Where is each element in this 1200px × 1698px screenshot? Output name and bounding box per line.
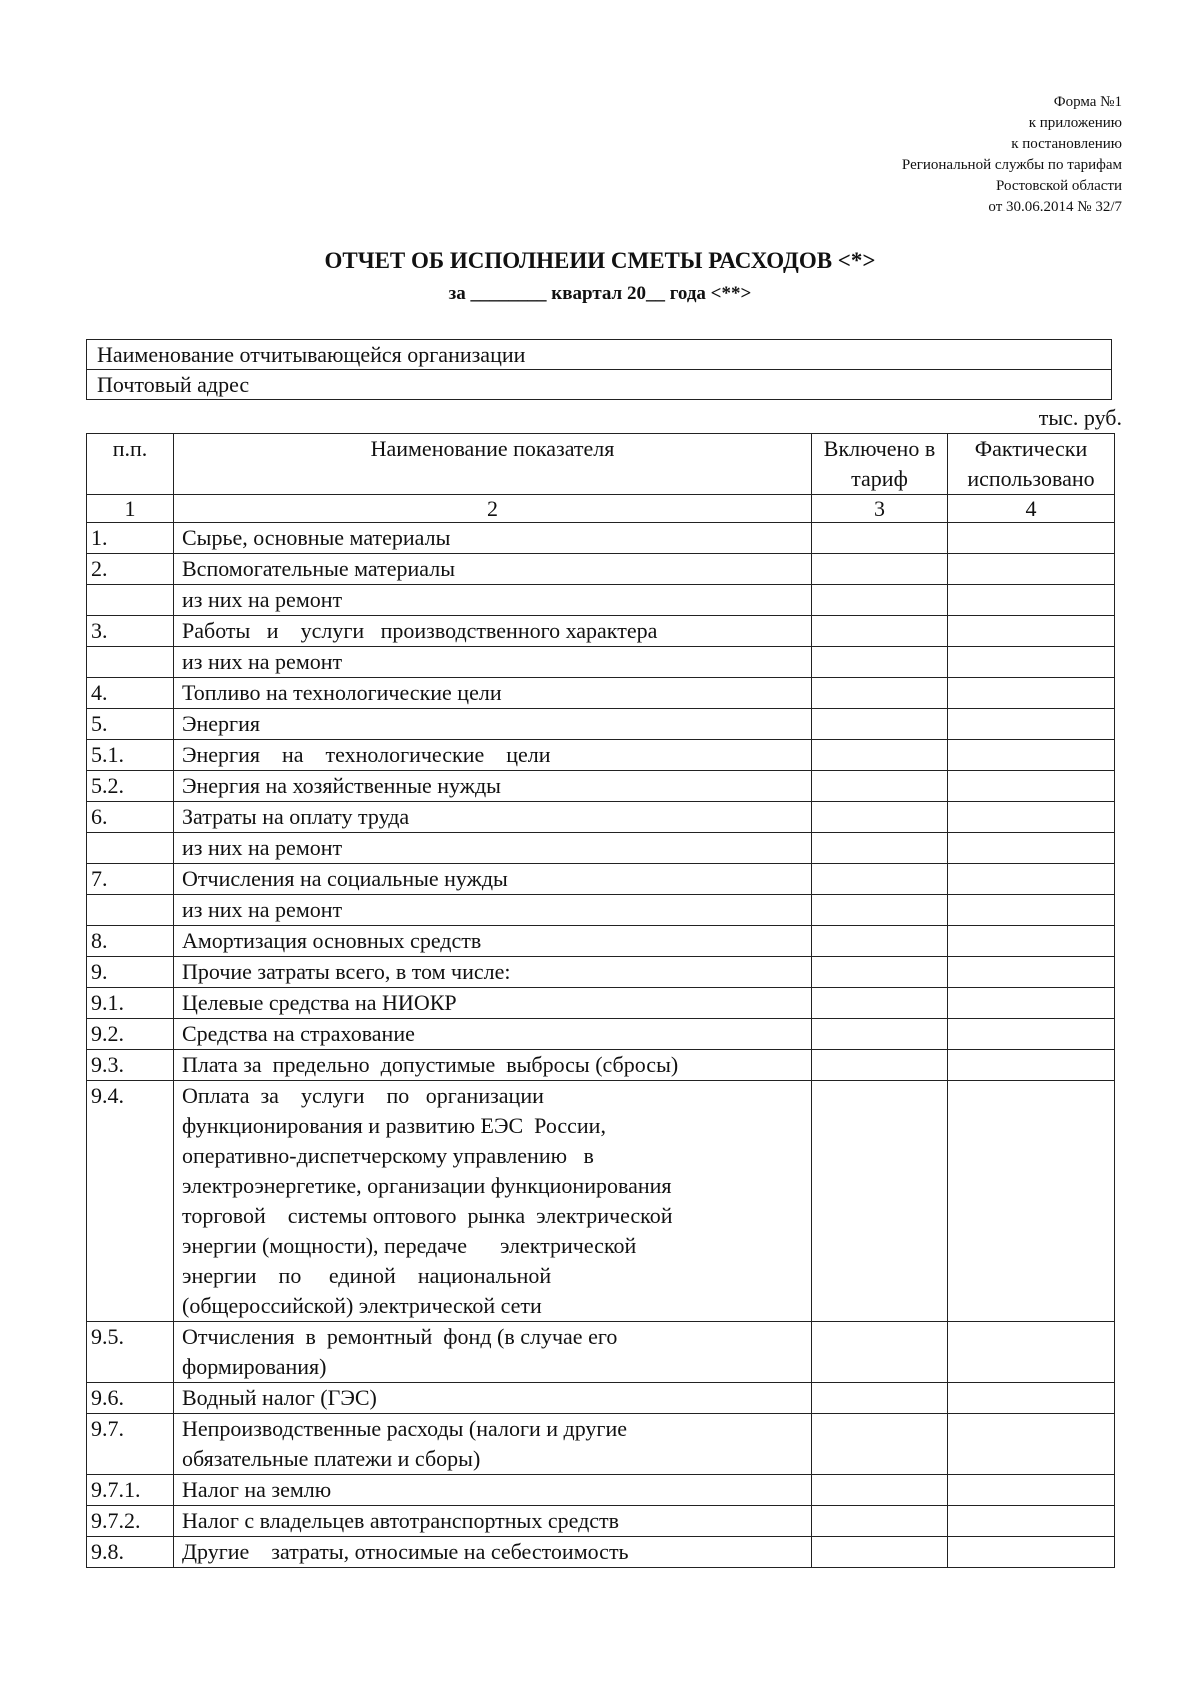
row-number [87,585,174,616]
actual-value-cell [948,554,1115,585]
table-row [87,1414,1115,1475]
indicator-name: Энергия на технологические цели [174,740,812,771]
row-number [87,833,174,864]
indicator-name: Водный налог (ГЭС) [174,1383,812,1414]
table-row [87,616,1115,647]
tariff-value-cell [812,771,948,802]
tariff-value-cell [812,585,948,616]
table-row [87,1537,1115,1568]
actual-value-cell [948,1019,1115,1050]
row-number: 8. [87,926,174,957]
actual-value-cell [948,1050,1115,1081]
tariff-value-cell [812,802,948,833]
row-number: 5. [87,709,174,740]
table-row [87,1322,1115,1383]
header-line: от 30.06.2014 № 32/7 [988,199,1122,215]
row-number: 9.7.2. [87,1506,174,1537]
actual-value-cell [948,895,1115,926]
header-cell-num: п.п. [87,434,174,495]
actual-value-cell [948,616,1115,647]
indicator-name: Прочие затраты всего, в том числе: [174,957,812,988]
actual-value-cell [948,988,1115,1019]
indicator-name [174,1322,812,1383]
table-row [87,678,1115,709]
actual-value-cell [948,678,1115,709]
table-row [87,1050,1115,1081]
unit-label: тыс. руб. [1038,405,1122,430]
actual-value-cell [948,647,1115,678]
column-number: 1 [87,495,174,523]
row-number: 5.1. [87,740,174,771]
table-row [87,833,1115,864]
indicator-name: Топливо на технологические цели [174,678,812,709]
table-row [87,1019,1115,1050]
indicator-name-line: электроэнергетике, организации функционирования [182,1173,672,1198]
table-row [87,926,1115,957]
row-number [87,895,174,926]
table-header-row [87,434,1115,495]
tariff-value-cell [812,957,948,988]
indicator-name: Сырье, основные материалы [174,523,812,554]
indicator-name: Отчисления на социальные нужды [174,864,812,895]
row-number: 7. [87,864,174,895]
table-row [87,647,1115,678]
header-line: Ростовской области [996,178,1122,194]
indicator-name: Затраты на оплату труда [174,802,812,833]
indicator-name [174,1081,812,1322]
tariff-value-cell [812,864,948,895]
indicator-name-line: оперативно-диспетчерскому управлению в [182,1143,594,1168]
row-number: 9.8. [87,1537,174,1568]
indicator-name: Налог с владельцев автотранспортных средств [174,1506,812,1537]
expense-table [86,433,1115,1568]
table-row [87,802,1115,833]
indicator-name: из них на ремонт [174,585,812,616]
actual-value-cell [948,709,1115,740]
tariff-value-cell [812,709,948,740]
indicator-name-line: торговой системы оптового рынка электрической [182,1203,673,1228]
tariff-value-cell [812,523,948,554]
indicator-name-line: Непроизводственные расходы (налоги и другие [182,1416,627,1441]
indicator-name: Работы и услуги производственного характера [174,616,812,647]
table-row [87,1081,1115,1322]
indicator-name: Средства на страхование [174,1019,812,1050]
tariff-value-cell [812,1322,948,1383]
indicator-name: Другие затраты, относимые на себестоимость [174,1537,812,1568]
actual-value-cell [948,1081,1115,1322]
row-number: 9. [87,957,174,988]
indicator-name-line: Оплата за услуги по организации [182,1083,544,1108]
tariff-value-cell [812,1506,948,1537]
indicator-name-line: функционирования и развитию ЕЭС России, [182,1113,606,1138]
actual-value-cell [948,1383,1115,1414]
row-number: 2. [87,554,174,585]
tariff-value-cell [812,616,948,647]
header-line: Региональной службы по тарифам [901,157,1122,173]
tariff-value-cell [812,895,948,926]
row-number: 4. [87,678,174,709]
indicator-name: Энергия на хозяйственные нужды [174,771,812,802]
table-row [87,771,1115,802]
row-number: 9.5. [87,1322,174,1383]
table-row [87,864,1115,895]
row-number: 9.1. [87,988,174,1019]
column-number: 3 [812,495,948,523]
tariff-value-cell [812,1537,948,1568]
tariff-value-cell [812,1475,948,1506]
actual-value-cell [948,740,1115,771]
table-row [87,957,1115,988]
indicator-name: Энергия [174,709,812,740]
indicator-name-line: (общероссийской) электрической сети [182,1293,542,1318]
actual-value-cell [948,585,1115,616]
indicator-name-line: Отчисления в ремонтный фонд (в случае его [182,1324,618,1349]
tariff-value-cell [812,1383,948,1414]
organization-table [86,339,1112,400]
actual-value-cell [948,864,1115,895]
table-row [87,740,1115,771]
indicator-name: Целевые средства на НИОКР [174,988,812,1019]
actual-value-cell [948,926,1115,957]
indicator-name: из них на ремонт [174,833,812,864]
header-cell-tariff: Включено в тариф [812,434,948,495]
report-title: ОТЧЕТ ОБ ИСПОЛНЕИИ СМЕТЫ РАСХОДОВ <*> [324,248,876,273]
tariff-value-cell [812,1081,948,1322]
indicator-name: Плата за предельно допустимые выбросы (сбросы) [174,1050,812,1081]
table-row [87,585,1115,616]
table-row [87,895,1115,926]
row-number: 3. [87,616,174,647]
tariff-value-cell [812,988,948,1019]
actual-value-cell [948,1414,1115,1475]
tariff-value-cell [812,926,948,957]
tariff-value-cell [812,1414,948,1475]
header-line: к приложению [1028,115,1122,131]
actual-value-cell [948,802,1115,833]
postal-address-cell: Почтовый адрес [87,370,1112,400]
indicator-name: из них на ремонт [174,895,812,926]
indicator-name: Вспомогательные материалы [174,554,812,585]
actual-value-cell [948,957,1115,988]
table-row [87,1475,1115,1506]
row-number: 9.6. [87,1383,174,1414]
table-row [87,988,1115,1019]
row-number: 9.4. [87,1081,174,1322]
actual-value-cell [948,523,1115,554]
table-row [87,523,1115,554]
tariff-value-cell [812,554,948,585]
actual-value-cell [948,1322,1115,1383]
report-subtitle: за ________ квартал 20__ года <**> [448,283,752,304]
indicator-name-line: обязательные платежи и сборы) [182,1446,481,1471]
row-number: 9.7.1. [87,1475,174,1506]
org-row [87,340,1112,370]
indicator-name: из них на ремонт [174,647,812,678]
form-header [902,92,1122,218]
row-number: 9.3. [87,1050,174,1081]
indicator-name-line: формирования) [182,1354,327,1379]
header-cell-name: Наименование показателя [174,434,812,495]
indicator-name: Налог на землю [174,1475,812,1506]
row-number: 5.2. [87,771,174,802]
org-row [87,370,1112,400]
actual-value-cell [948,771,1115,802]
column-number: 2 [174,495,812,523]
tariff-value-cell [812,1019,948,1050]
actual-value-cell [948,833,1115,864]
row-number: 6. [87,802,174,833]
row-number: 9.7. [87,1414,174,1475]
tariff-value-cell [812,833,948,864]
tariff-value-cell [812,678,948,709]
row-number [87,647,174,678]
header-line: к постановлению [1011,136,1122,152]
header-cell-actual: Фактически использовано [948,434,1115,495]
table-row [87,554,1115,585]
column-number-row [87,495,1115,523]
tariff-value-cell [812,647,948,678]
row-number: 9.2. [87,1019,174,1050]
actual-value-cell [948,1506,1115,1537]
column-number: 4 [948,495,1115,523]
indicator-name [174,1414,812,1475]
org-name-cell: Наименование отчитывающейся организации [87,340,1112,370]
actual-value-cell [948,1537,1115,1568]
actual-value-cell [948,1475,1115,1506]
table-row [87,1383,1115,1414]
row-number: 1. [87,523,174,554]
header-line: Форма №1 [1053,94,1122,110]
tariff-value-cell [812,740,948,771]
indicator-name-line: энергии (мощности), передаче электрической [182,1233,637,1258]
table-row [87,1506,1115,1537]
indicator-name: Амортизация основных средств [174,926,812,957]
indicator-name-line: энергии по единой национальной [182,1263,552,1288]
table-row [87,709,1115,740]
tariff-value-cell [812,1050,948,1081]
